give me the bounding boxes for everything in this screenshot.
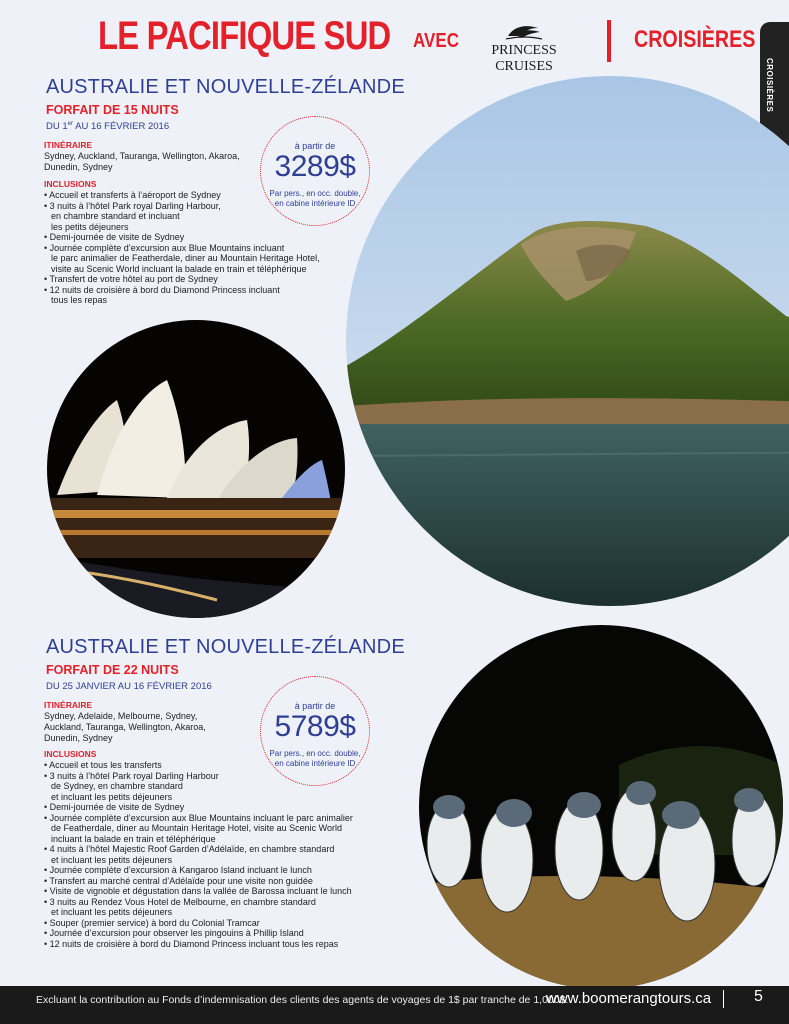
price-from-label: à partir de (294, 141, 336, 151)
list-item: • 12 nuits de croisière à bord du Diamond Princess incluant tous les repas (44, 285, 364, 306)
page-title: LE PACIFIQUE SUD (98, 14, 391, 58)
list-item: • Journée d’excursion pour observer les pingouins à Phillip Island (44, 928, 404, 939)
offer-1-dates-start: DU 1 (46, 121, 68, 133)
offer-1-price-badge (260, 116, 370, 226)
offer-1-package: FORFAIT DE 15 NUITS (46, 103, 179, 117)
offer-1-itinerary-label: ITINÉRAIRE (44, 140, 93, 150)
offer-2-inclusions-label: INCLUSIONS (44, 749, 97, 759)
seawitch-logo-icon (504, 22, 544, 42)
list-item: • Souper (premier service) à bord du Colonial Tramcar (44, 918, 404, 929)
footer-divider (723, 990, 724, 1008)
offer-1-dates-end: AU 16 FÉVRIER 2016 (73, 121, 170, 133)
title-avec: AVEC (413, 30, 459, 52)
website-link[interactable]: www.boomerangtours.ca (546, 990, 712, 1007)
offer-1-heading: AUSTRALIE ET NOUVELLE-ZÉLANDE (46, 76, 405, 98)
price-note: Par pers., en occ. double, en cabine intérieure ID (269, 189, 361, 208)
list-item: • 3 nuits à l’hôtel Park royal Darling Harbour, en chambre standard et incluant les petits déjeuners (44, 201, 364, 233)
offer-2-itinerary-label: ITINÉRAIRE (44, 700, 93, 710)
list-item: • Accueil et transferts à l’aéroport de Sydney (44, 190, 364, 201)
offer-2-dates: DU 25 JANVIER AU 16 FÉVRIER 2016 (46, 681, 212, 692)
price-note: Par pers., en occ. double, en cabine intérieure ID (269, 749, 361, 768)
mountain-photo (346, 76, 789, 606)
title-divider (607, 20, 611, 62)
offer-1-dates-sup: er (67, 121, 73, 127)
brand-name: PRINCESS CRUISES (491, 43, 557, 74)
mountain-landscape-image (346, 76, 789, 606)
list-item: • 4 nuits à l’hôtel Majestic Roof Garden d’Adélaïde, en chambre standard et incluant les petits déjeuners (44, 844, 404, 865)
page-number: 5 (754, 988, 763, 1005)
offer-2-inclusions (44, 760, 404, 949)
section-title: CROISIÈRES (634, 26, 756, 53)
price-from-label: à partir de (294, 701, 336, 711)
offer-2-price-badge (260, 676, 370, 786)
offer-2-heading: AUSTRALIE ET NOUVELLE-ZÉLANDE (46, 636, 405, 658)
list-item: • Transfert de votre hôtel au port de Sydney (44, 274, 364, 285)
offer-2-itinerary: Sydney, Adelaide, Melbourne, Sydney, Auckland, Tauranga, Wellington, Akaroa, Dunedin, Sydney (44, 711, 206, 743)
offer-1-price: 3289$ (274, 150, 356, 183)
list-item: • 12 nuits de croisière à bord du Diamond Princess incluant tous les repas (44, 939, 404, 950)
list-item: • 3 nuits au Rendez Vous Hotel de Melbourne, en chambre standard et incluant les petits déjeuners (44, 897, 404, 918)
little-penguins-image (419, 625, 783, 989)
list-item: • Accueil et tous les transferts (44, 760, 404, 771)
sydney-opera-house-image (47, 320, 345, 618)
offer-2-package: FORFAIT DE 22 NUITS (46, 663, 179, 677)
offer-1-itinerary: Sydney, Auckland, Tauranga, Wellington, Akaroa, Dunedin, Sydney (44, 151, 240, 172)
princess-cruises-logo (462, 22, 586, 75)
footer-disclaimer: Excluant la contribution au Fonds d’indemnisation des clients des agents de voyages de 1$ par tranche de 1,000$. (36, 994, 569, 1006)
offer-1-dates (46, 121, 169, 132)
list-item: • Journée complète d’excursion aux Blue Mountains incluant le parc animalier de Featherdale, diner au Mountain Heritage Hotel, visite au Scenic World incluant la balade en train et téléphérique (44, 243, 364, 275)
offer-2-price: 5789$ (274, 710, 356, 743)
list-item: • Demi-journée de visite de Sydney (44, 802, 404, 813)
section-tab-label: CROISIÈRES (765, 58, 774, 113)
list-item: • Journée complète d’excursion à Kangaroo Island incluant le lunch (44, 865, 404, 876)
list-item: • 3 nuits à l’hôtel Park royal Darling Harbour de Sydney, en chambre standard et incluant les petits déjeuners (44, 771, 404, 803)
list-item: • Journée complète d’excursion aux Blue Mountains incluant le parc animalier de Featherdale, diner au Mountain Heritage Hotel, visite au Scenic World incluant la balade en train et téléphérique (44, 813, 404, 845)
opera-house-photo (47, 320, 345, 618)
list-item: • Demi-journée de visite de Sydney (44, 232, 364, 243)
list-item: • Visite de vignoble et dégustation dans la vallée de Barossa incluant le lunch (44, 886, 404, 897)
offer-1-inclusions-label: INCLUSIONS (44, 179, 97, 189)
penguins-photo (419, 625, 783, 989)
list-item: • Transfert au marché central d’Adélaïde pour une visite non guidée (44, 876, 404, 887)
